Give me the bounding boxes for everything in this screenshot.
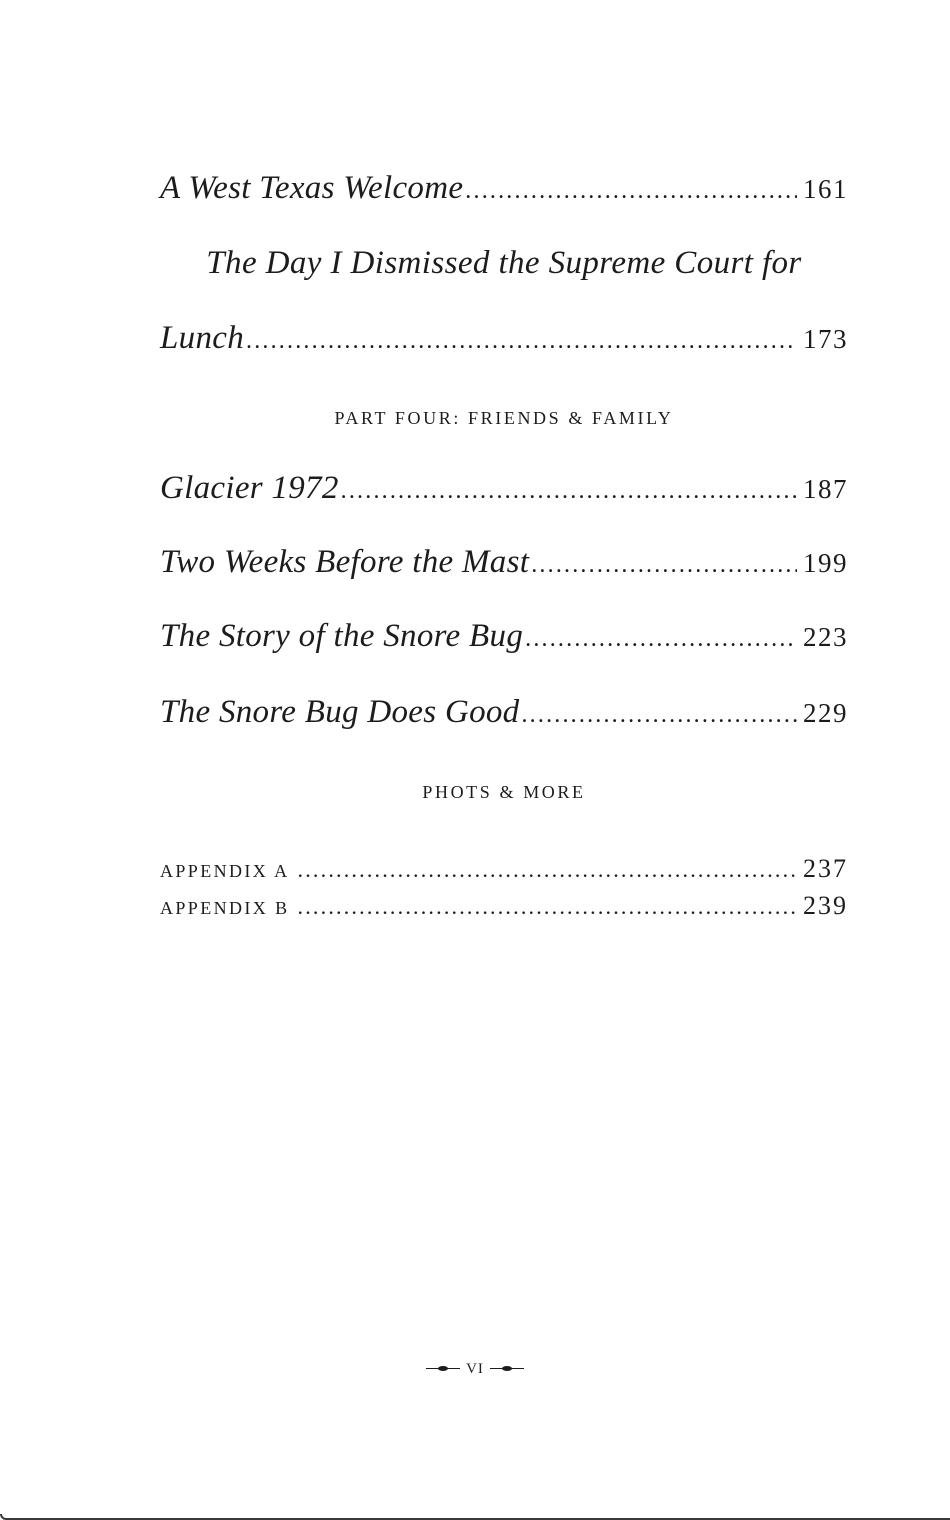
toc-entry (160, 470, 848, 507)
dot-leader (525, 626, 797, 653)
entry-title: The Snore Bug Does Good (160, 694, 520, 730)
toc-entry (160, 170, 848, 207)
entry-page: 237 (803, 854, 848, 883)
toc-entry (160, 618, 848, 655)
toc-entry (160, 544, 848, 581)
entry-title: Two Weeks Before the Mast (160, 544, 530, 580)
dot-leader (246, 328, 797, 355)
entry-page: 161 (803, 174, 848, 204)
dot-leader (298, 894, 797, 920)
folio-number: VI (466, 1360, 484, 1377)
toc-entry (160, 320, 848, 357)
dot-leader (521, 702, 797, 729)
entry-page: 229 (803, 698, 848, 728)
entry-page: 187 (803, 474, 848, 504)
entry-title: Glacier 1972 (160, 470, 339, 506)
section-heading: PHOTS & MORE (422, 782, 586, 802)
appendix-entry (160, 891, 848, 921)
dot-leader (465, 178, 797, 205)
dot-leader (298, 857, 797, 883)
ornament-right-icon (490, 1365, 524, 1373)
toc-entry (160, 694, 848, 731)
entry-title: A West Texas Welcome (160, 170, 464, 206)
dot-leader (531, 552, 797, 579)
entry-page: 199 (803, 548, 848, 578)
page-folio (0, 1356, 950, 1382)
dot-leader (341, 478, 797, 505)
section-heading: PART FOUR: FRIENDS & FAMILY (334, 408, 674, 428)
entry-title: The Story of the Snore Bug (160, 618, 524, 654)
appendix-entry (160, 854, 848, 884)
entry-title-line1: The Day I Dismissed the Supreme Court for (206, 245, 802, 281)
ornament-left-icon (426, 1365, 460, 1373)
entry-page: 173 (803, 324, 848, 354)
entry-title: Lunch (160, 320, 244, 356)
page-edge (0, 1514, 950, 1520)
entry-page: 223 (803, 622, 848, 652)
entry-page: 239 (803, 891, 848, 920)
entry-title: APPENDIX A (160, 861, 290, 881)
entry-title: APPENDIX B (160, 898, 290, 918)
